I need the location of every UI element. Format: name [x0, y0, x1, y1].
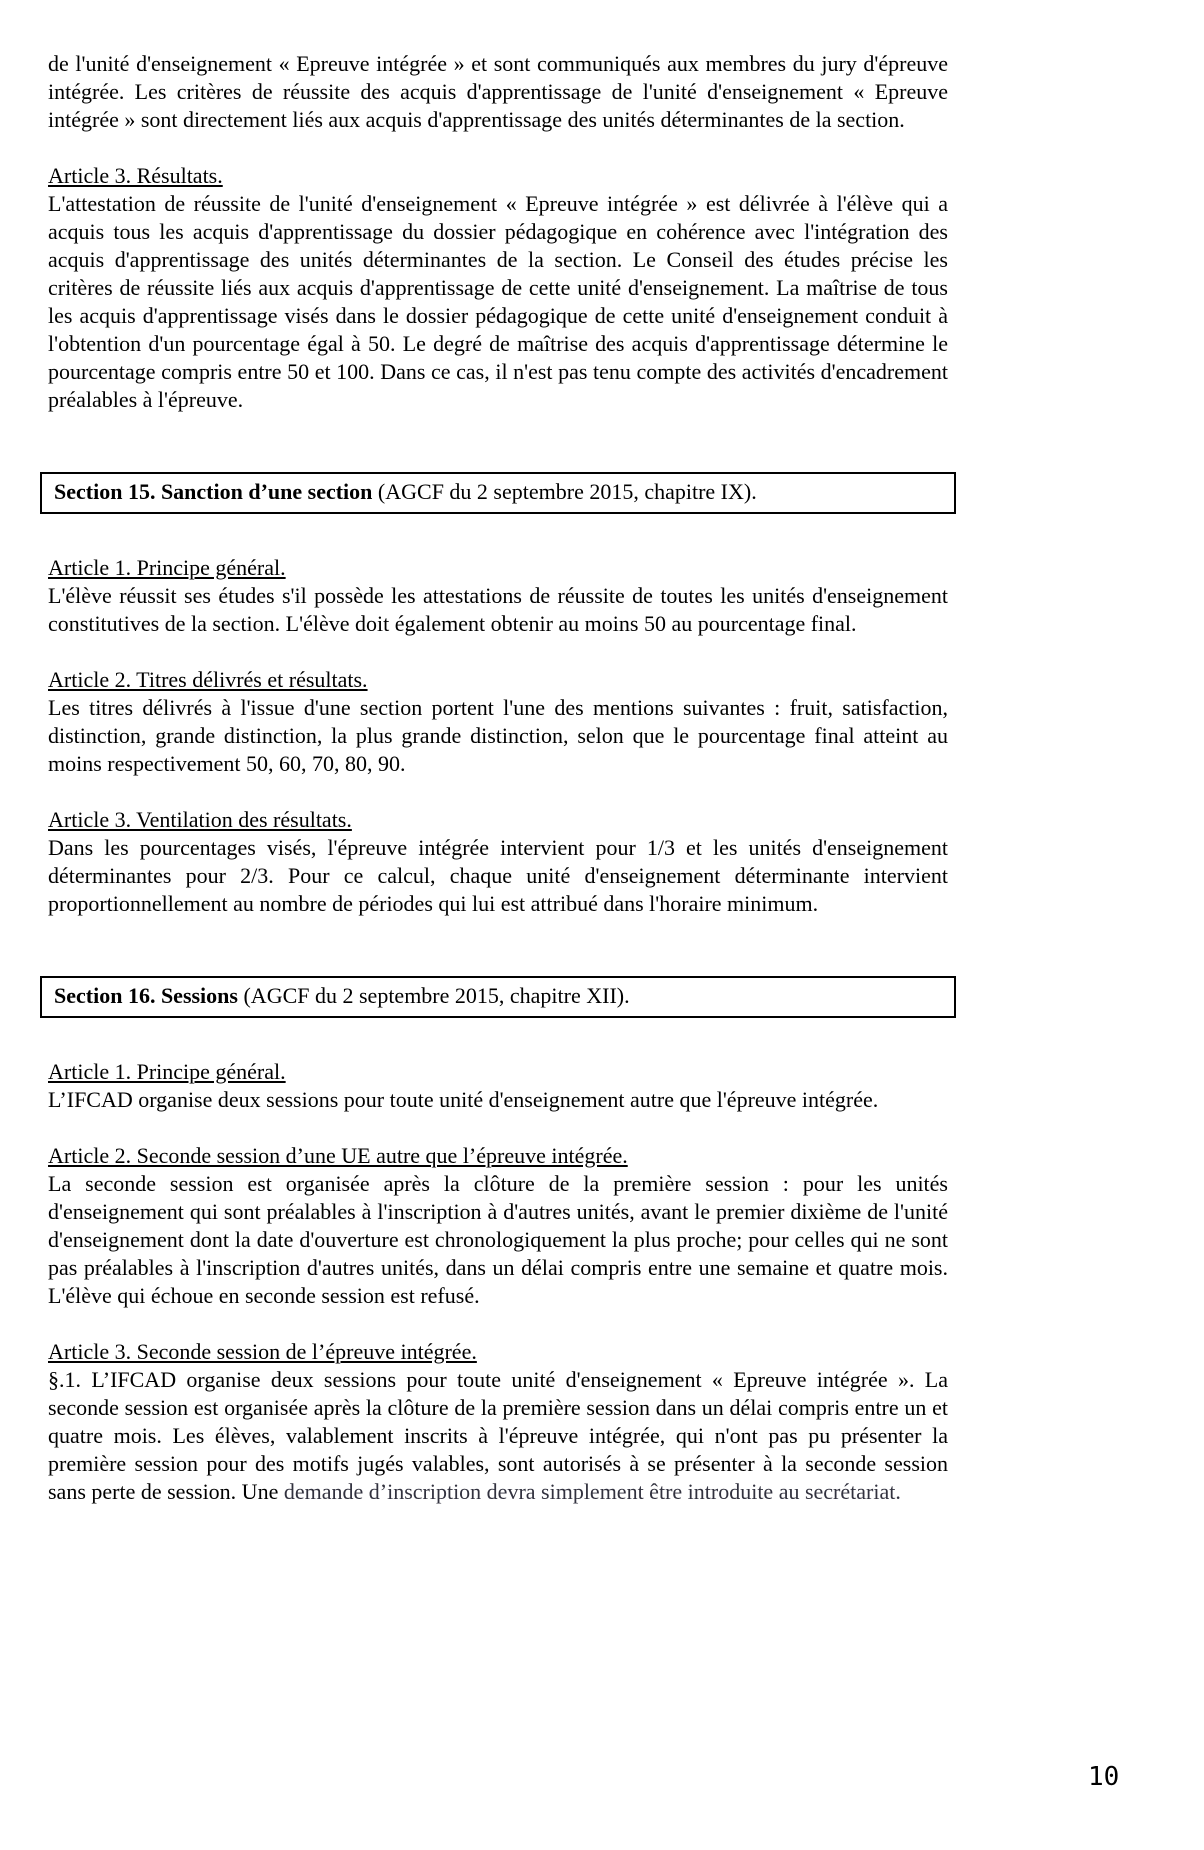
section-16-title-box: [40, 976, 956, 1018]
s16-article-1-heading: Article 1. Principe général.: [48, 1059, 286, 1084]
section-16-title-reference: (AGCF du 2 septembre 2015, chapitre XII).: [237, 983, 630, 1008]
s15-article-3-body: Dans les pourcentages visés, l'épreuve intégrée intervient pour 1/3 et les unités d'enseignement déterminantes pour 2/3. Pour ce calcul, chaque unité d'enseignement déterminante intervient proportionnellement au nombre de périodes qui lui est attribué dans l'horaire minimum.: [48, 835, 948, 916]
article-resultats: [48, 162, 948, 414]
section-15-title-box: [40, 472, 956, 514]
s16-article-3-heading: Article 3. Seconde session de l’épreuve intégrée.: [48, 1339, 477, 1364]
s16-article-3-body-main: §.1. L’IFCAD organise deux sessions pour toute unité d'enseignement « Epreuve intégrée ». La seconde session est organisée après la clôture de la première session dans un délai compris entre un et quatre mois. Les élèves, valablement inscrits à l'épreuve intégrée, qui n'ont pas pu présenter la première session pour des motifs jugés valables, sont autorisés à se présenter à la seconde session sans perte de session. Une: [48, 1367, 948, 1504]
s15-article-3-heading: Article 3. Ventilation des résultats.: [48, 807, 352, 832]
s15-article-2-heading: Article 2. Titres délivrés et résultats.: [48, 667, 368, 692]
s15-article-2-body: Les titres délivrés à l'issue d'une section portent l'une des mentions suivantes : fruit, satisfaction, distinction, grande distinction, la plus grande distinction, selon que le pourcentage final atteint au moins respectivement 50, 60, 70, 80, 90.: [48, 695, 948, 776]
s16-article-2-heading: Article 2. Seconde session d’une UE autre que l’épreuve intégrée.: [48, 1143, 628, 1168]
s16-article-1: [48, 1058, 948, 1114]
s16-article-1-body: L’IFCAD organise deux sessions pour toute unité d'enseignement autre que l'épreuve intégrée.: [48, 1087, 879, 1112]
s16-article-2: [48, 1142, 948, 1310]
s16-article-3-body-last-line: demande d’inscription devra simplement être introduite au secrétariat.: [283, 1479, 901, 1504]
s15-article-3: [48, 806, 948, 918]
s15-article-2: [48, 666, 948, 778]
article-resultats-heading: Article 3. Résultats.: [48, 163, 223, 188]
s16-article-3: [48, 1338, 948, 1506]
section-15-title: Section 15. Sanction d’une section: [54, 479, 373, 504]
s15-article-1: [48, 554, 948, 638]
section-15-title-reference: (AGCF du 2 septembre 2015, chapitre IX).: [372, 479, 757, 504]
paragraph-epreuve-integree-continuation: de l'unité d'enseignement « Epreuve intégrée » et sont communiqués aux membres du jury d'épreuve intégrée. Les critères de réussite des acquis d'apprentissage de l'unité d'enseignement « Epreuve intégrée » sont directement liés aux acquis d'apprentissage des unités déterminantes de la section.: [48, 51, 948, 132]
s15-article-1-heading: Article 1. Principe général.: [48, 555, 286, 580]
section-16-title: Section 16. Sessions: [54, 983, 238, 1008]
s16-article-2-body: La seconde session est organisée après la clôture de la première session : pour les unités d'enseignement qui sont préalables à l'inscription à d'autres unités, avant le premier dixième de l'unité d'enseignement dont la date d'ouverture est chronologiquement la plus proche; pour celles qui ne sont pas préalables à l'inscription d'autres unités, dans un délai compris entre une semaine et quatre mois. L'élève qui échoue en seconde session est refusé.: [48, 1171, 948, 1308]
s15-article-1-body: L'élève réussit ses études s'il possède les attestations de réussite de toutes les unités d'enseignement constitutives de la section. L'élève doit également obtenir au moins 50 au pourcentage final.: [48, 583, 948, 636]
page-number: 10: [1088, 1762, 1120, 1792]
article-resultats-body: L'attestation de réussite de l'unité d'enseignement « Epreuve intégrée » est délivrée à l'élève qui a acquis tous les acquis d'apprentissage du dossier pédagogique en cohérence avec l'intégration des acquis d'apprentissage des unités déterminantes de la section. Le Conseil des études précise les critères de réussite liés aux acquis d'apprentissage de cette unité d'enseignement. La maîtrise de tous les acquis d'apprentissage visés dans le dossier pédagogique de cette unité d'enseignement conduit à l'obtention d'un pourcentage égal à 50. Le degré de maîtrise des acquis d'apprentissage détermine le pourcentage compris entre 50 et 100. Dans ce cas, il n'est pas tenu compte des activités d'encadrement préalables à l'épreuve.: [48, 191, 948, 412]
s16-article-3-body: [48, 1366, 948, 1506]
document-content: [48, 50, 948, 1506]
